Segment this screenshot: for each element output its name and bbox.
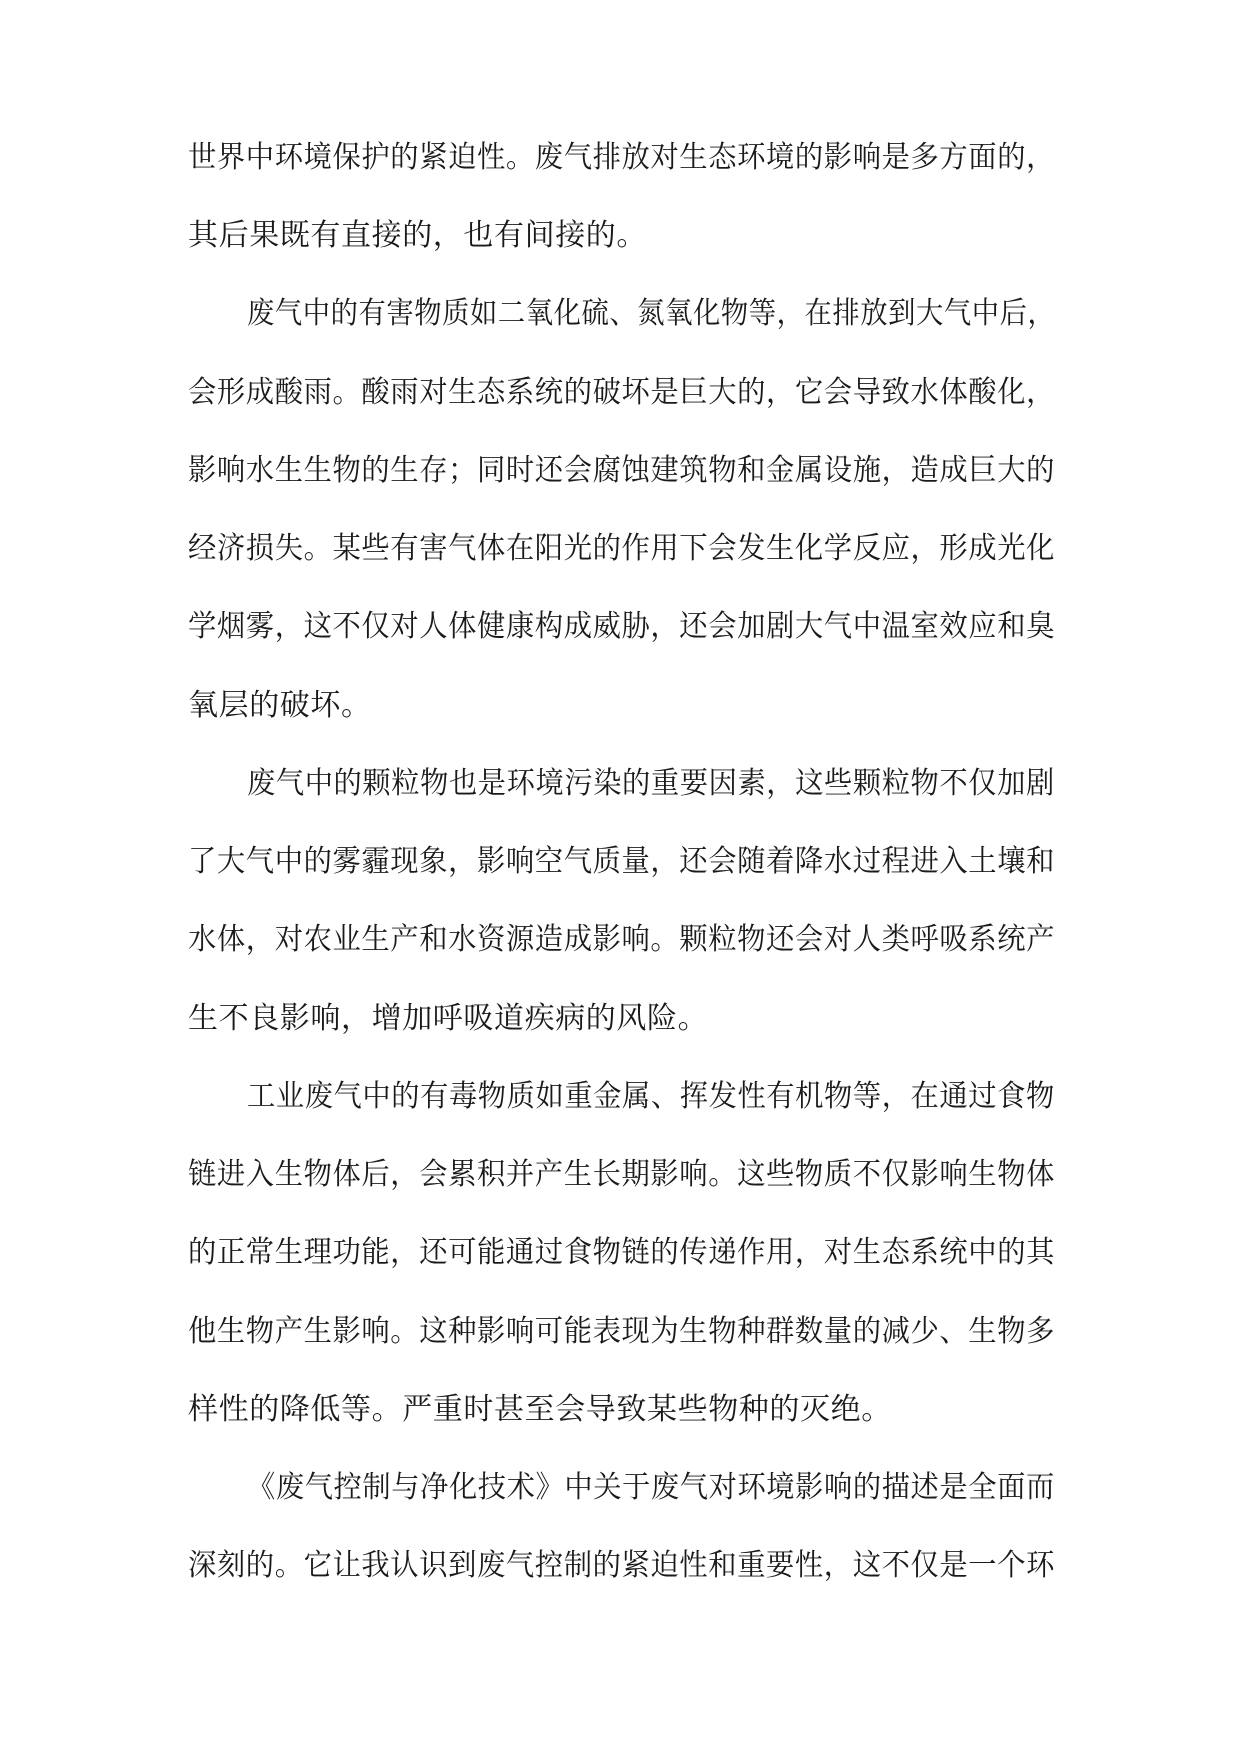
paragraph-2-line-3: 影响水生生物的生存；同时还会腐蚀建筑物和金属设施，造成巨大的 — [188, 453, 1055, 488]
paragraph-3-line-4: 生不良影响，增加呼吸道疾病的风险。 — [188, 1001, 709, 1036]
paragraph-3-line-1: 废气中的颗粒物也是环境污染的重要因素，这些颗粒物不仅加剧 — [247, 766, 1055, 801]
paragraph-4-line-5: 样性的降低等。严重时甚至会导致某些物种的灭绝。 — [188, 1392, 892, 1427]
paragraph-2-line-4: 经济损失。某些有害气体在阳光的作用下会发生化学反应，形成光化 — [188, 531, 1055, 566]
paragraph-2-line-6: 氧层的破坏。 — [188, 688, 372, 723]
paragraph-4-line-1: 工业废气中的有毒物质如重金属、挥发性有机物等，在通过食物 — [247, 1079, 1055, 1114]
paragraph-2-line-1: 废气中的有害物质如二氧化硫、氮氧化物等，在排放到大气中后， — [247, 296, 1056, 331]
paragraph-3-line-2: 了大气中的雾霾现象，影响空气质量，还会随着降水过程进入土壤和 — [188, 844, 1055, 879]
paragraph-3-line-3: 水体，对农业生产和水资源造成影响。颗粒物还会对人类呼吸系统产 — [188, 922, 1055, 957]
paragraph-1-line-1: 世界中环境保护的紧迫性。废气排放对生态环境的影响是多方面的， — [188, 140, 1055, 175]
paragraph-1-line-2: 其后果既有直接的，也有间接的。 — [188, 218, 647, 253]
paragraph-5-line-1: 《废气控制与净化技术》中关于废气对环境影响的描述是全面而 — [247, 1470, 1055, 1505]
paragraph-4-line-4: 他生物产生影响。这种影响可能表现为生物种群数量的减少、生物多 — [188, 1314, 1055, 1349]
paragraph-5-line-2: 深刻的。它让我认识到废气控制的紧迫性和重要性，这不仅是一个环 — [188, 1548, 1055, 1583]
paragraph-4-line-2: 链进入生物体后，会累积并产生长期影响。这些物质不仅影响生物体 — [188, 1157, 1055, 1192]
paragraph-2-line-2: 会形成酸雨。酸雨对生态系统的破坏是巨大的，它会导致水体酸化， — [188, 375, 1055, 410]
paragraph-2-line-5: 学烟雾，这不仅对人体健康构成威胁，还会加剧大气中温室效应和臭 — [188, 609, 1055, 644]
paragraph-4-line-3: 的正常生理功能，还可能通过食物链的传递作用，对生态系统中的其 — [188, 1235, 1055, 1270]
